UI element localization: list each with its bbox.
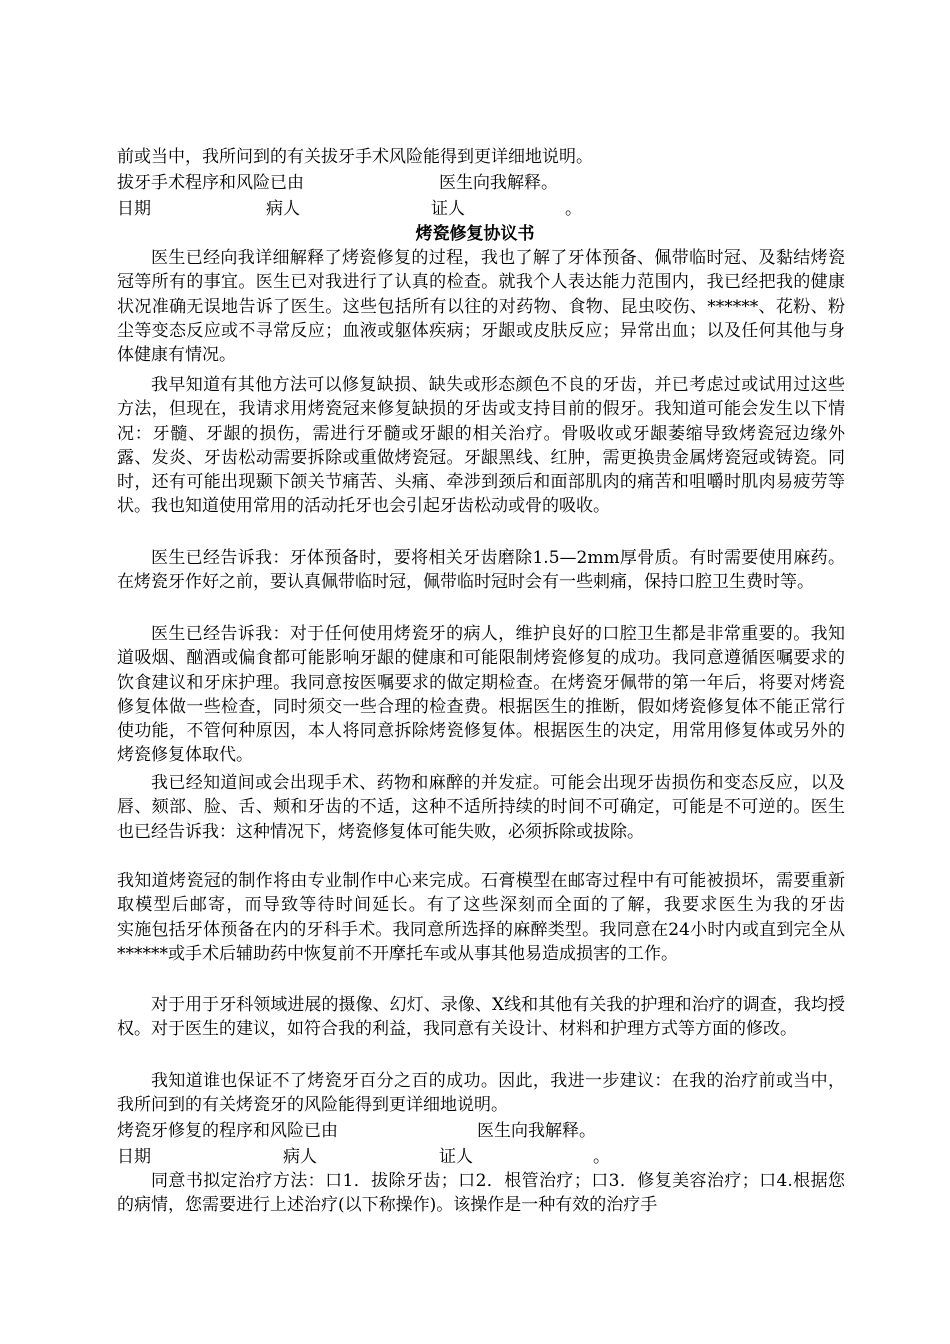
document-title: 烤瓷修复协议书 — [415, 224, 535, 244]
porcelain-doctor-label: 医生向我解释。 — [477, 1121, 596, 1141]
paragraph-8: 我知道谁也保证不了烤瓷牙百分之百的成功。因此，我进一步建议：在我的治疗前或当中，我所问到的有关烤瓷牙的风险能得到更详细地说明。 — [117, 1071, 845, 1116]
date-label: 日期 — [117, 199, 151, 219]
patient-label: 病人 — [283, 1147, 317, 1167]
tooth-extraction-explanation-end: 前或当中，我所问到的有关拔牙手术风险能得到更详细地说明。 — [117, 147, 593, 167]
paragraph-5: 我已经知道间或会出现手术、药物和麻醉的并发症。可能会出现牙齿损伤和变态反应，以及唇、颏部、脸、舌、颊和牙齿的不适，这种不适所持续的时间不可确定，可能是不可逆的。医生也已经告诉我：这种情况下，烤瓷修复体可能失败，必须拆除或拔除。 — [117, 773, 845, 842]
extraction-signature-line — [117, 171, 845, 195]
paragraph-2: 我早知道有其他方法可以修复缺损、缺失或形态颜色不良的牙齿，并已考虑过或试用过这些方法，但现在，我请求用烤瓷冠来修复缺损的牙齿或支持目前的假牙。我知道可能会发生以下情况：牙髓、牙龈的损伤，需进行牙髓或牙龈的相关治疗。骨吸收或牙龈萎缩导致烤瓷冠边缘外露、发炎、牙齿松动需要拆除或重做烤瓷冠。牙龈黑线、红肿，需更换贵金属烤瓷冠或铸瓷。同时，还有可能出现颞下颌关节痛苦、头痛、牵涉到颈后和面部肌肉的痛苦和咀嚼时肌肉易疲劳等状。我也知道使用常用的活动托牙也会引起牙齿松动或骨的吸收。 — [117, 375, 845, 517]
extraction-date-line — [117, 197, 845, 221]
line-end-mark: 。 — [593, 1147, 610, 1167]
porcelain-signature-line — [117, 1119, 845, 1143]
consent-treatment-paragraph: 同意书拟定治疗方法：口1．拔除牙齿；口2．根管治疗；口3．修复美容治疗；口4.根据您的病情，您需要进行上述治疗(以下称操作)。该操作是一种有效的治疗手 — [117, 1171, 845, 1216]
witness-label: 证人 — [431, 199, 465, 219]
witness-label: 证人 — [439, 1147, 473, 1167]
paragraph-3: 医生已经告诉我：牙体预备时，要将相关牙齿磨除1.5—2mm厚骨质。有时需要使用麻药。在烤瓷牙作好之前，要认真佩带临时冠，佩带临时冠时会有一些刺痛，保持口腔卫生费时等。 — [117, 548, 845, 593]
extraction-procedure-label: 拔牙手术程序和风险已由 — [117, 173, 304, 193]
line-end-mark: 。 — [565, 199, 582, 219]
paragraph-6: 我知道烤瓷冠的制作将由专业制作中心来完成。石膏模型在邮寄过程中有可能被损坏，需要重新取模型后邮寄，而导致等待时间延长。有了这些深刻而全面的了解，我要求医生为我的牙齿 实施包括牙体预备在内的牙科手术。我同意所选择的麻醉类型。我同意在24小时内或直到完全从******或手术后辅助药中恢复前不开摩托车或从事其他易造成损害的工作。 — [117, 871, 930, 964]
patient-label: 病人 — [266, 199, 300, 219]
paragraph-4: 医生已经告诉我：对于任何使用烤瓷牙的病人，维护良好的口腔卫生都是非常重要的。我知道吸烟、酗酒或偏食都可能影响牙龈的健康和可能限制烤瓷修复的成功。我同意遵循医嘱要求的饮食建议和牙床护理。我同意按医嘱要求的做定期检查。在烤瓷牙佩带的第一年后，将要对烤瓷修复体做一些检查，同时须交一些合理的检查费。根据医生的推断，假如烤瓷修复体不能正常行使功能，不管何种原因，本人将同意拆除烤瓷修复体。根据医生的决定，用常用修复体或另外的烤瓷修复体取代。 — [117, 624, 845, 766]
date-label: 日期 — [117, 1147, 151, 1167]
porcelain-date-line — [117, 1145, 845, 1169]
paragraph-1: 医生已经向我详细解释了烤瓷修复的过程，我也了解了牙体预备、佩带临时冠、及黏结烤瓷冠等所有的事宜。医生已对我进行了认真的检查。就我个人表达能力范围内，我已经把我的健康状况准确无误地告诉了医生。这些包括所有以往的对药物、食物、昆虫咬伤、******、花粉、粉尘等变态反应或不寻常反应；血液或躯体疾病；牙龈或皮肤反应；异常出血；以及任何其他与身体健康有情况。 — [117, 248, 845, 366]
porcelain-procedure-label: 烤瓷牙修复的程序和风险已由 — [117, 1121, 338, 1141]
extraction-doctor-label: 医生向我解释。 — [439, 173, 558, 193]
paragraph-7: 对于用于牙科领域进展的摄像、幻灯、录像、X线和其他有关我的护理和治疗的调查，我均授权。对于医生的建议，如符合我的利益，我同意有关设计、材料和护理方式等方面的修改。 — [117, 995, 845, 1040]
